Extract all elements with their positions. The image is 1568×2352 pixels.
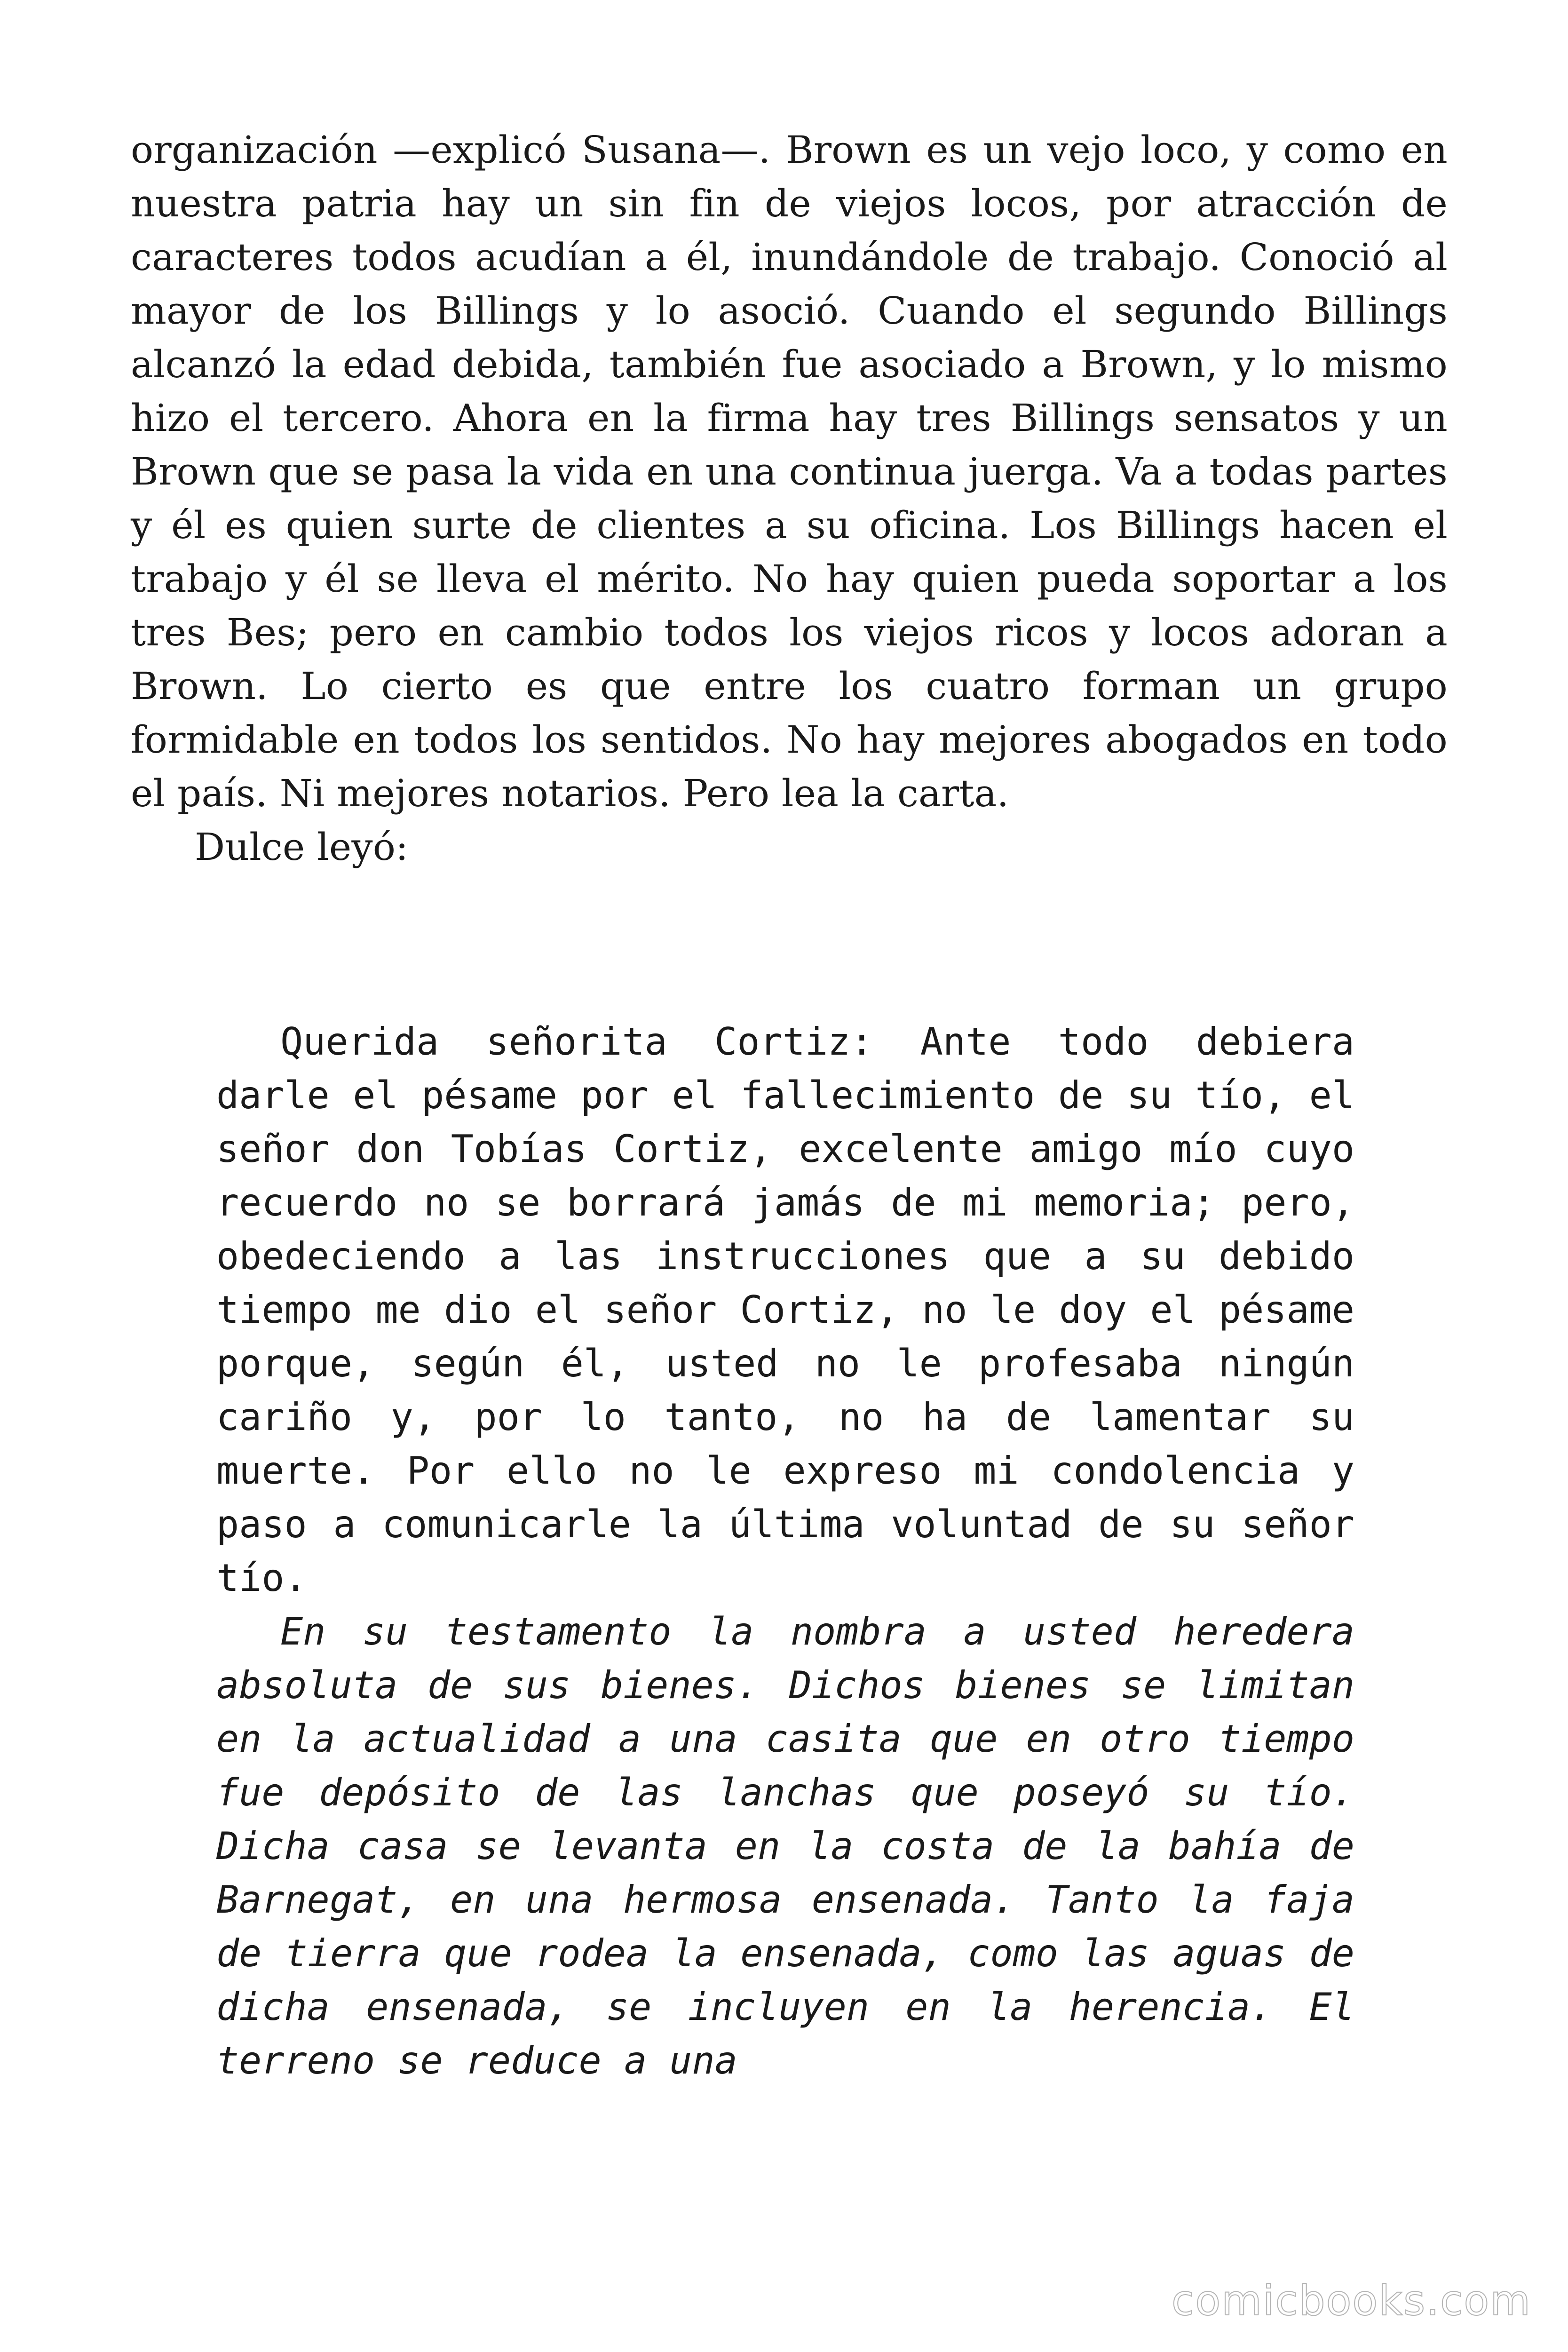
narrative-text-block: [131, 123, 1448, 874]
letter-paragraph: Querida señorita Cortiz: Ante todo debiera darle el pésame por el fallecimiento de su tío, el señor don Tobías Cortiz, excelente amigo mío cuyo recuerdo no se borrará jamás de mi memoria; pero, obedeciendo a las instrucciones que a su debido tiempo me dio el señor Cortiz, no le doy el pésame porque, según él, usted no le profesaba ningún cariño y, por lo tanto, no ha de lamentar su muerte. Por ello no le expreso mi condolencia y paso a comunicarle la última voluntad de su señor tío.: [216, 1020, 1354, 1600]
letter-text-block: [216, 1015, 1354, 2088]
watermark: comicbooks.com: [1171, 2276, 1531, 2325]
letter-paragraph-italic: En su testamento la nombra a usted heredera absoluta de sus bienes. Dichos bienes se limitan en la actualidad a una casita que en otro tiempo fue depósito de las lanchas que poseyó su tío. Dicha casa se levanta en la costa de la bahía de Barnegat, en una hermosa ensenada. Tanto la faja de tierra que rodea la ensenada, como las aguas de dicha ensenada, se incluyen en la herencia. El terreno se reduce a una: [216, 1610, 1354, 2082]
narrative-paragraph: Dulce leyó:: [195, 825, 409, 869]
narrative-paragraph: organización —explicó Susana—. Brown es un vejo loco, y como en nuestra patria hay un sin fin de viejos locos, por atracción de caracteres todos acudían a él, inundándole de trabajo. Conoció al mayor de los Billings y lo asoció. Cuando el segundo Billings alcanzó la edad debida, también fue asociado a Brown, y lo mismo hizo el tercero. Ahora en la firma hay tres Billings sensatos y un Brown que se pasa la vida en una continua juerga. Va a todas partes y él es quien surte de clientes a su oficina. Los Billings hacen el trabajo y él se lleva el mérito. No hay quien pueda soportar a los tres Bes; pero en cambio todos los viejos ricos y locos adoran a Brown. Lo cierto es que entre los cuatro forman un grupo formidable en todos los sentidos. No hay mejores abogados en todo el país. Ni mejores notarios. Pero lea la carta.: [131, 128, 1448, 815]
